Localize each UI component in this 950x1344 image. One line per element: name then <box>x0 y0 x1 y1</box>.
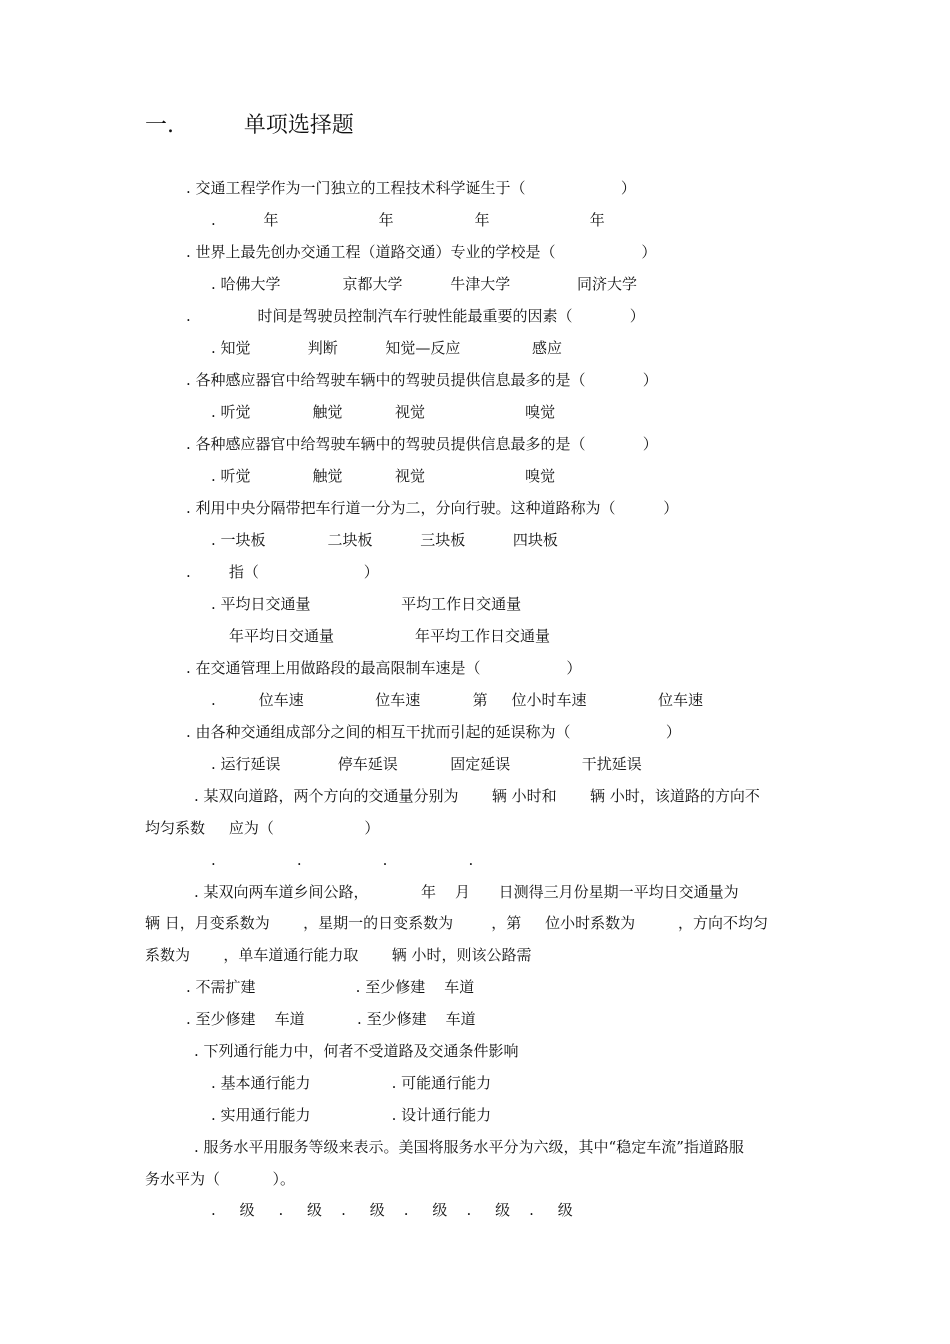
question-1-options: . 年 年 年 年 <box>211 211 605 229</box>
question-13-options: . 级 . 级 . 级 . 级 . 级 . 级 <box>211 1201 573 1219</box>
question-5-options: . 听觉 触觉 视觉 嗅觉 <box>211 467 556 485</box>
question-2-options: . 哈佛大学 京都大学 牛津大学 同济大学 <box>211 275 637 293</box>
question-9-options: . 运行延误 停车延误 固定延误 干扰延误 <box>211 755 642 773</box>
question-11: . 某双向两车道乡间公路， 年 月 日测得三月份星期一平均日交通量为 <box>194 883 739 901</box>
question-7-options-a: . 平均日交通量 平均工作日交通量 <box>211 595 522 613</box>
question-1: . 交通工程学作为一门独立的工程技术科学诞生于（ ） <box>186 179 636 197</box>
question-6-options: . 一块板 二块板 三块板 四块板 <box>211 531 558 549</box>
question-5: . 各种感应器官中给驾驶车辆中的驾驶员提供信息最多的是（ ） <box>186 435 658 453</box>
question-12: . 下列通行能力中，何者不受道路及交通条件影响 <box>194 1042 519 1060</box>
question-4-options: . 听觉 触觉 视觉 嗅觉 <box>211 403 556 421</box>
question-10-options: . . . . <box>211 851 474 869</box>
question-11-cont-a: 辆 日，月变系数为 ，星期一的日变系数为 ，第 位小时系数为 ，方向不均匀 <box>145 914 769 932</box>
question-3-options: . 知觉 判断 知觉—反应 感应 <box>211 339 562 357</box>
question-10-cont: 均匀系数 应为（ ） <box>145 819 380 837</box>
section-heading: 一. 单项选择题 <box>145 113 354 138</box>
question-10: . 某双向道路，两个方向的交通量分别为 辆 小时和 辆 小时，该道路的方向不 <box>194 787 760 805</box>
question-9: . 由各种交通组成部分之间的相互干扰而引起的延误称为（ ） <box>186 723 681 741</box>
question-2: . 世界上最先创办交通工程（道路交通）专业的学校是（ ） <box>186 243 657 261</box>
question-13: . 服务水平用服务等级来表示。美国将服务水平分为六级，其中“稳定车流”指道路服 <box>194 1138 744 1156</box>
question-12-options-a: . 基本通行能力 . 可能通行能力 <box>211 1074 492 1092</box>
question-7: . 指（ ） <box>186 563 379 581</box>
question-12-options-b: . 实用通行能力 . 设计通行能力 <box>211 1106 492 1124</box>
question-11-cont-b: 系数为 ，单车道通行能力取 辆 小时，则该公路需 <box>145 946 532 964</box>
question-8-options: . 位车速 位车速 第 位小时车速 位车速 <box>211 691 704 709</box>
question-7-options-b: 年平均日交通量 年平均工作日交通量 <box>229 627 551 645</box>
question-4: . 各种感应器官中给驾驶车辆中的驾驶员提供信息最多的是（ ） <box>186 371 658 389</box>
question-11-options-b: . 至少修建 车道 . 至少修建 车道 <box>186 1010 476 1028</box>
question-8: . 在交通管理上用做路段的最高限制车速是（ ） <box>186 659 582 677</box>
question-6: . 利用中央分隔带把车行道一分为二，分向行驶。这种道路称为（ ） <box>186 499 679 517</box>
question-13-cont: 务水平为（ ）。 <box>145 1170 295 1188</box>
question-11-options-a: . 不需扩建 . 至少修建 车道 <box>186 978 475 996</box>
question-3: . 时间是驾驶员控制汽车行驶性能最重要的因素（ ） <box>186 307 645 325</box>
